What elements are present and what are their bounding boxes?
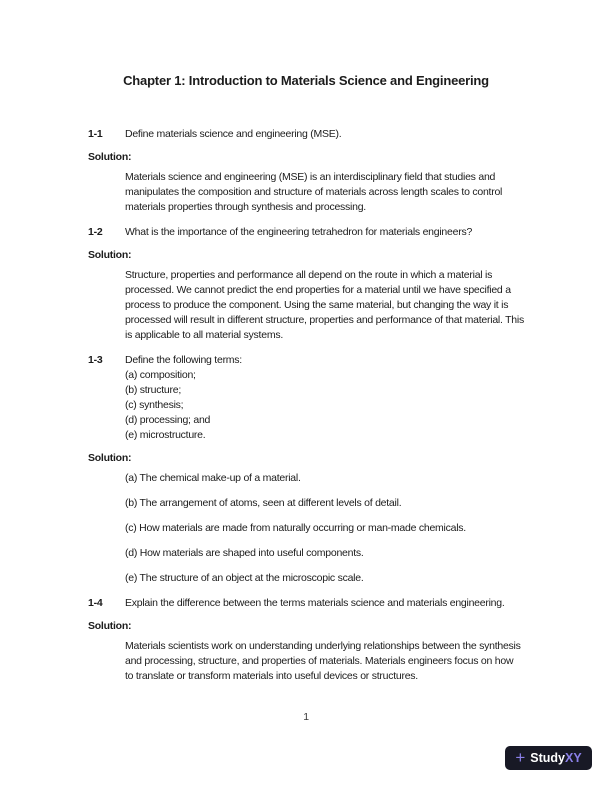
question-text <box>125 225 524 240</box>
chapter-title: Chapter 1: Introduction to Materials Science and Engineering <box>123 73 489 88</box>
solution-label: Solution: <box>88 151 132 163</box>
solution-body <box>125 639 524 684</box>
solution-label: Solution: <box>88 620 132 632</box>
page-content <box>88 73 524 694</box>
question-line: (d) processing; and <box>125 414 211 426</box>
solution-paragraph: (e) The structure of an object at the microscopic scale. <box>125 572 364 584</box>
question-line: Explain the difference between the terms materials science and materials engineering. <box>125 597 505 609</box>
question-line: What is the importance of the engineering tetrahedron for materials engineers? <box>125 226 473 238</box>
solution-body <box>125 268 524 343</box>
solution-paragraph: Structure, properties and performance all depend on the route in which a material is processed. We cannot predict the end properties for a material until we have specified a process to produce the component. Using the same material, but changing the way it is processed will result in different structure, properties and performance of that material. This is applicable to all material systems. <box>125 269 524 341</box>
question-line: Define the following terms: <box>125 354 242 366</box>
question-row <box>88 127 524 142</box>
question-text <box>125 596 524 611</box>
solution-label: Solution: <box>88 452 132 464</box>
page-number: 1 <box>303 711 309 723</box>
solution-label: Solution: <box>88 249 132 261</box>
problem-number: 1-1 <box>88 128 103 140</box>
question-line: (c) synthesis; <box>125 399 184 411</box>
question-row <box>88 353 524 443</box>
question-line: Define materials science and engineering (MSE). <box>125 128 342 140</box>
problem-1-2 <box>88 225 524 343</box>
question-line: (e) microstructure. <box>125 429 206 441</box>
question-line: (a) composition; <box>125 369 196 381</box>
solution-paragraph: Materials science and engineering (MSE) is an interdisciplinary field that studies and manipulates the composition and structure of materials across length scales to control materials properties through synthesis and processing. <box>125 171 503 213</box>
problem-1-4 <box>88 596 524 684</box>
problem-number: 1-2 <box>88 226 103 238</box>
question-row <box>88 596 524 611</box>
brand-name <box>530 751 581 766</box>
problem-1-3 <box>88 353 524 586</box>
question-text <box>125 353 524 443</box>
question-row <box>88 225 524 240</box>
problem-number: 1-4 <box>88 597 103 609</box>
solution-paragraph: Materials scientists work on understanding underlying relationships between the synthesis and processing, structure, and properties of materials. Materials engineers focus on how to translate or transform materials into useful devices or structures. <box>125 640 521 682</box>
solution-paragraph: (a) The chemical make-up of a material. <box>125 472 301 484</box>
solution-body <box>125 471 524 586</box>
question-text <box>125 127 524 142</box>
solution-body <box>125 170 524 215</box>
studyxy-logo <box>505 746 592 770</box>
plus-icon: + <box>515 747 526 767</box>
solution-paragraph: (d) How materials are shaped into useful components. <box>125 547 364 559</box>
solution-paragraph: (c) How materials are made from naturally occurring or man-made chemicals. <box>125 522 466 534</box>
brand-prefix: Study <box>530 750 565 765</box>
brand-suffix: XY <box>564 750 582 765</box>
question-line: (b) structure; <box>125 384 182 396</box>
problem-1-1 <box>88 127 524 215</box>
solution-paragraph: (b) The arrangement of atoms, seen at different levels of detail. <box>125 497 402 509</box>
problem-number: 1-3 <box>88 354 103 366</box>
